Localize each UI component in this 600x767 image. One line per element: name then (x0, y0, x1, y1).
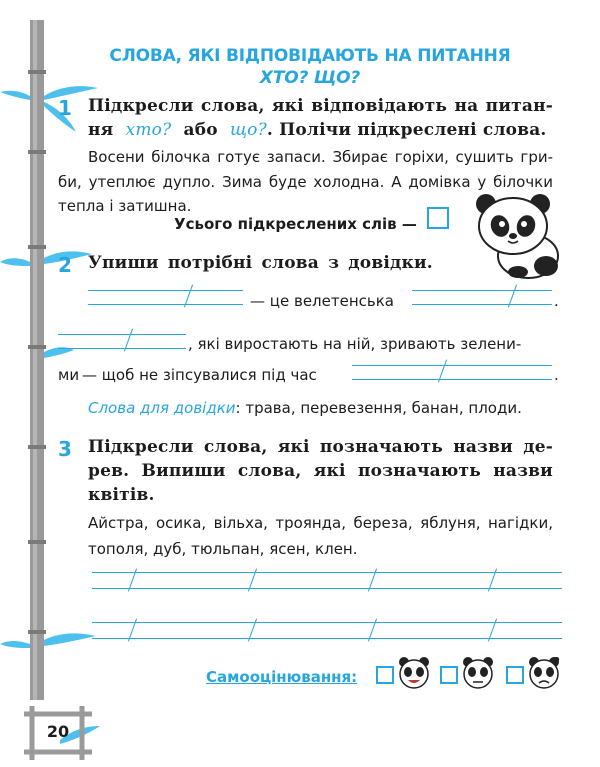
answer-line-3[interactable] (58, 326, 186, 354)
task3-words-line1: Айстра, осика, вільха, троянда, береза, яблуня, нагідки, (88, 514, 553, 532)
task3-number: 3 (58, 437, 72, 461)
task1-text-line3: тепла і затишна. (58, 197, 192, 215)
answer-line-2[interactable] (412, 282, 552, 310)
reference-words (88, 399, 522, 417)
page-title-line1: СЛОВА, ЯКІ ВІДПОВІДАЮТЬ НА ПИТАННЯ (109, 46, 511, 66)
task2-row3-end: . (554, 366, 559, 384)
task1-line2-part3: . Полічи підкреслені слова. (266, 120, 547, 140)
task1-instruction-line1: Підкресли слова, які відповідають на питан- (88, 96, 553, 116)
writing-lines-2[interactable] (92, 612, 562, 642)
panda-illustration (470, 190, 565, 280)
task1-text-line1: Восени білочка готує запаси. Збирає горіхи, сушить гри- (88, 148, 553, 166)
svg-text:?: ? (553, 655, 560, 669)
answer-line-1[interactable] (88, 282, 243, 310)
task3-instruction-line1: Підкресли слова, які позначають назви де- (88, 437, 553, 457)
task1-text-line2: би, утеплює дупло. Зима буде холодна. А домівка у білочки (58, 173, 553, 191)
question-who: хто? (125, 120, 172, 140)
panda-face-happy-icon (396, 654, 432, 690)
task2-number: 2 (58, 253, 72, 277)
task1-line2-part1: ня (88, 120, 114, 140)
self-assessment-label: Самооцінювання: (206, 668, 358, 686)
reference-words-label: Слова для довідки (88, 399, 236, 417)
question-what: що? (229, 120, 267, 140)
self-assessment-box-3[interactable] (506, 666, 524, 684)
self-assessment-box-2[interactable] (440, 666, 458, 684)
task1-number: 1 (58, 96, 72, 120)
task2-row3-start: ми (58, 366, 80, 384)
page-number: 20 (46, 722, 70, 741)
word-count-box[interactable] (427, 207, 449, 229)
task3-words-line2: тополя, дуб, тюльпан, ясен, клен. (88, 540, 358, 558)
panda-face-thinking-icon (526, 654, 562, 690)
writing-lines-1[interactable] (92, 562, 562, 592)
word-count-label: Усього підкреслених слів — (174, 215, 417, 233)
answer-line-4[interactable] (352, 357, 552, 385)
task3-instruction-line3: квітів. (88, 485, 155, 505)
task2-instruction: Упиши потрібні слова з довідки. (88, 253, 433, 273)
self-assessment-box-1[interactable] (376, 666, 394, 684)
task2-row3-text: — щоб не зіпсувалися під час (82, 366, 317, 384)
task2-row1-end: . (554, 292, 559, 310)
page-title-line2: ХТО? ЩО? (259, 68, 361, 88)
task1-instruction-line2 (88, 120, 553, 140)
task1-line2-part2: або (183, 120, 218, 140)
task3-instruction-line2: рев. Випиши слова, які позначають назви (88, 461, 553, 481)
task2-row1-text: — це велетенська (250, 292, 394, 310)
panda-face-neutral-icon (460, 654, 496, 690)
task2-row2-text: , які виростають на ній, зривають зелени- (188, 335, 522, 353)
reference-words-list: : трава, перевезення, банан, плоди. (235, 399, 522, 417)
